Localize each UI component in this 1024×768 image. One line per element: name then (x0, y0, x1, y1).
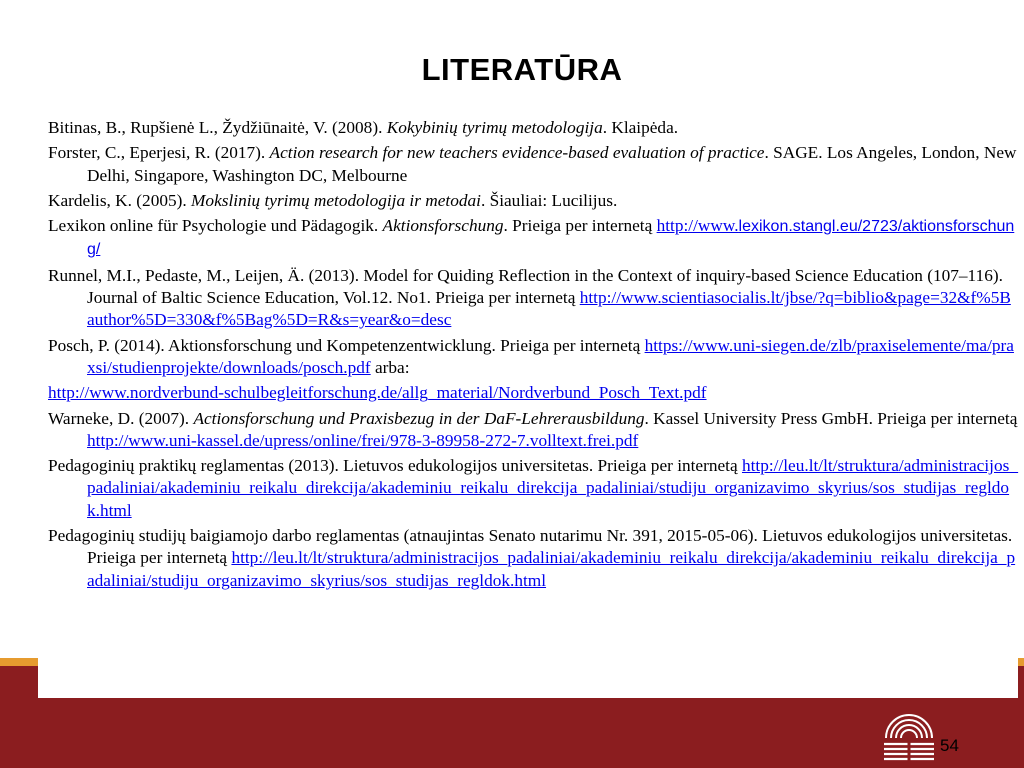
reference-link[interactable]: https://www.uni-siegen.de/zlb/praxiselemente/ma/praxsi/studienprojekte/downloads/posch.pdf (87, 335, 1014, 377)
reference-list (48, 117, 1018, 595)
reference-link[interactable]: http://leu.lt/lt/struktura/administracijos_padaliniai/akademiniu_reikalu_direkcija/akademiniu_reikalu_direkcija_padaliniai/studiju_organizavimo_skyrius/sos_studijas_regldok.html (87, 548, 1016, 590)
reference-link[interactable]: http://leu.lt/lt/struktura/administracijos_padaliniai/akademiniu_reikalu_direkcija/akademiniu_reikalu_direkcija_padaliniai/studiju_organizavimo_skyrius/sos_studijas_regldok.html (87, 456, 1018, 520)
ref-title: Actionsforschung und Praxisbezug in der DaF-Lehrerausbildung (193, 408, 645, 428)
ref-text: Runnel, M.I., Pedaste, M., Leijen, Ä. (2013). Model for Quiding Reflection in the Context of inquiry-based Science Education (107–116). Journal of Baltic Science Education, Vol.12. No1. Prieiga per internetą (48, 265, 1003, 308)
ref-text: Pedagoginių studijų baigiamojo darbo reglamentas (atnaujintas Senato nutarimu Nr. 391, 2015-05-06). Lietuvos edukologijos universitetas. Prieiga per internetą (48, 526, 1013, 568)
reference-link[interactable]: http://www.scientiasocialis.lt/jbse/?q=biblio&page=32&f%5Bauthor%5D=330&f%5Bag%5D=R&s=year&o=desc (87, 288, 1011, 330)
ref-text: arba: (370, 357, 410, 377)
ref-title: Aktionsforschung (382, 216, 504, 236)
page-number: 54 (940, 736, 959, 755)
ref-text: Bitinas, B., Rupšienė L., Žydžiūnaitė, V. (2008). (48, 118, 387, 137)
ref-title: Kokybinių tyrimų metodologija (386, 118, 603, 137)
reference-item-0 (48, 117, 1018, 139)
accent-stripe-left (0, 658, 38, 666)
reference-link[interactable]: http://www.nordverbund-schulbegleitforschung.de/allg_material/Nordverbund_Posch_Text.pdf (48, 383, 707, 403)
ref-text: . Šiauliai: Lucilijus. (480, 190, 618, 210)
reference-item-8 (48, 455, 1018, 522)
ref-title: Action research for new teachers evidence-based evaluation of practice (269, 143, 765, 163)
reference-item-9 (48, 525, 1018, 592)
reference-item-2 (48, 190, 1018, 212)
slide-title: LITERATŪRA (421, 52, 623, 87)
ref-text: . Kassel University Press GmbH. Prieiga per internetą (644, 408, 1018, 428)
link-prefix: http://www. (656, 216, 739, 236)
accent-stripe-right (1018, 658, 1024, 666)
ref-text: Kardelis, K. (2005). (48, 190, 192, 210)
reference-item-6 (48, 382, 1018, 404)
ref-text: Posch, P. (2014). Aktionsforschung und Kompetenzentwicklung. Prieiga per internetą (48, 335, 645, 355)
ref-text: Forster, C., Eperjesi, R. (2017). (48, 143, 270, 163)
reference-item-5 (48, 335, 1018, 380)
reference-item-4 (48, 265, 1018, 332)
reference-link[interactable]: http://www.uni-kassel.de/upress/online/frei/978-3-89958-272-7.volltext.frei.pdf (87, 430, 639, 450)
ref-text: Warneke, D. (2007). (48, 408, 194, 428)
ref-text: Lexikon online für Psychologie und Pädagogik. (48, 216, 383, 236)
reference-item-3 (48, 215, 1018, 262)
ref-text: . Prieiga per internetą (503, 216, 657, 236)
ref-text: . SAGE. Los Angeles, London, New Delhi, Singapore, Washington DC, Melbourne (87, 143, 1017, 185)
reference-item-7 (48, 408, 1018, 453)
university-sunrise-book-logo-icon (880, 700, 938, 766)
reference-item-1 (48, 142, 1018, 187)
ref-title: Mokslinių tyrimų metodologija ir metodai (191, 190, 481, 210)
ref-text: . Klaipėda. (602, 118, 679, 137)
link-text: lexikon.stangl.eu/2723/aktionsforschung/ (87, 218, 1015, 259)
ref-text: Pedagoginių praktikų reglamentas (2013). Lietuvos edukologijos universitetas. Prieiga per internetą (48, 456, 742, 476)
